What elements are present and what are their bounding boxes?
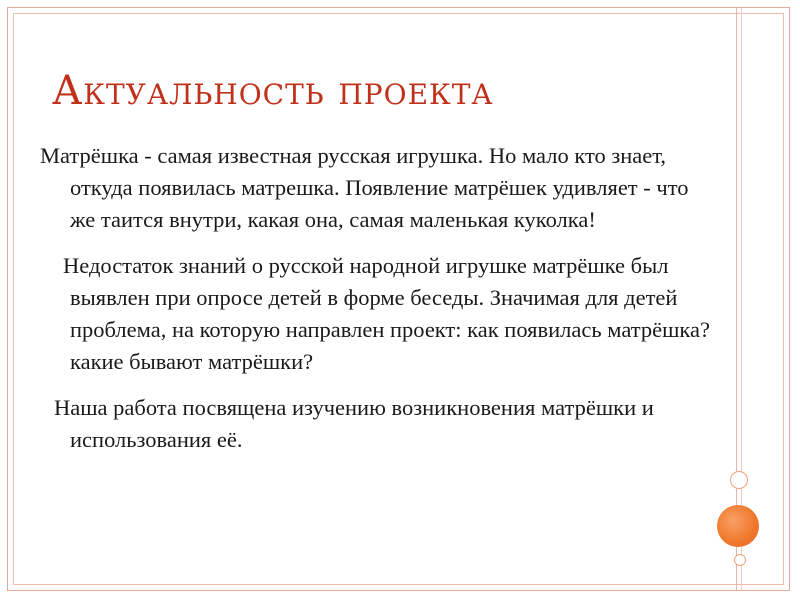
side-rule-secondary [741,8,742,590]
paragraph-intro: Матрёшка - самая известная русская игрушка. Но мало кто знает, откуда появилась матрешка. Появление матрёшек удивляет - что же таится внутри, какая она, самая маленькая куколка! [40,143,689,232]
decorative-circle-bottom [734,554,746,566]
decorative-orange-circle [717,505,759,547]
decorative-circle-top [730,471,748,489]
paragraph-goal: Наша работа посвящена изучению возникновения матрёшки и использования её. [54,395,654,452]
side-rule [736,8,737,590]
slide-body [40,140,710,470]
paragraph-problem: Недостаток знаний о русской народной игрушке матрёшке был выявлен при опросе детей в форме беседы. Значимая для детей проблема, на которую направлен проект: как появилась матрёшка? какие бывают матрёшки? [63,253,710,374]
slide-title: Актуальность проекта [52,68,494,114]
